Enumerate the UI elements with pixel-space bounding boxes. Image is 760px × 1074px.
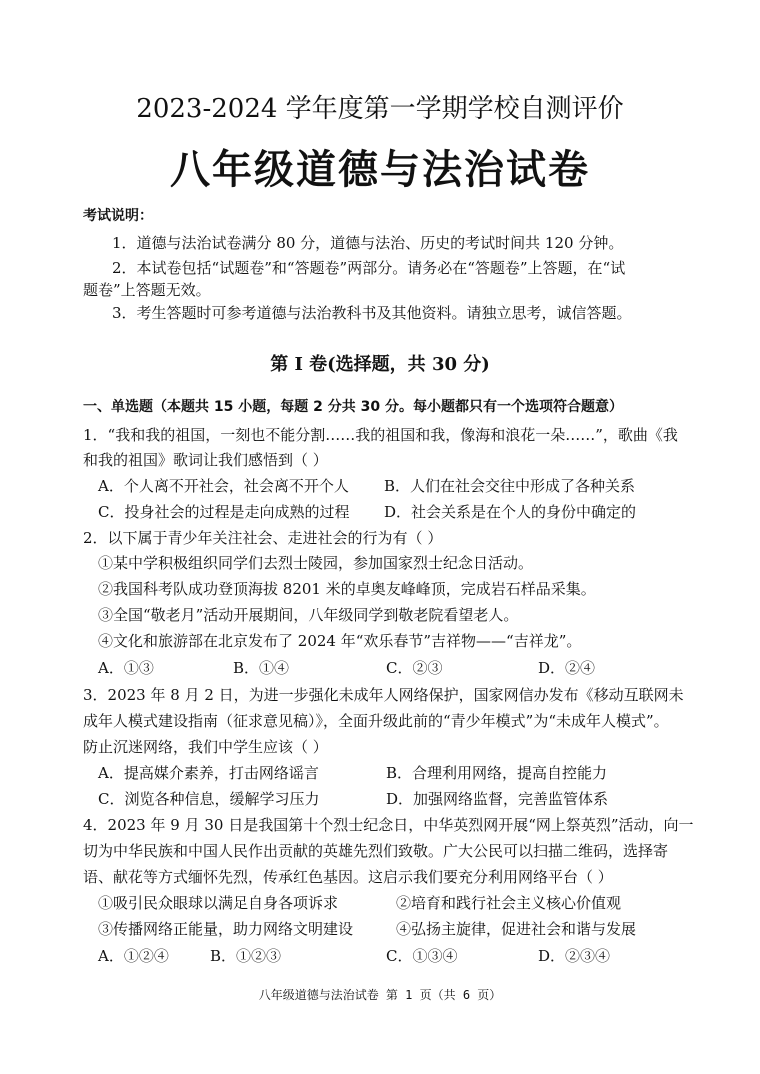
q1-option-a: A．个人离不开社会，社会离不开个人 xyxy=(98,477,349,495)
q4-stem-line3: 语、献花等方式缅怀先烈，传承红色基因。这启示我们要充分利用网络平台（ ） xyxy=(83,868,613,886)
q4-option-d: D．②③④ xyxy=(538,947,611,965)
instructions-heading: 考试说明： xyxy=(83,208,153,224)
instruction-item-1: 1．道德与法治试卷满分 80 分，道德与法治、历史的考试时间共 120 分钟。 xyxy=(112,234,624,252)
q2-option-a: A．①③ xyxy=(98,659,154,677)
instruction-item-2-line2: 题卷”上答题无效。 xyxy=(83,281,211,299)
instruction-item-3: 3．考生答题时可参考道德与法治教科书及其他资料。请独立思考，诚信答题。 xyxy=(112,304,632,322)
exam-title-line1: 2023-2024 学年度第一学期学校自测评价 xyxy=(136,94,624,124)
q3-option-c: C．浏览各种信息，缓解学习压力 xyxy=(98,790,320,808)
part-title: 一、单选题（本题共 15 小题，每题 2 分共 30 分。每小题都只有一个选项符合题意） xyxy=(83,399,623,415)
q3-option-b: B．合理利用网络，提高自控能力 xyxy=(386,764,608,782)
q3-option-d: D．加强网络监督，完善监管体系 xyxy=(386,790,609,808)
q2-statement-3: ③全国“敬老月”活动开展期间，八年级同学到敬老院看望老人。 xyxy=(98,606,519,624)
q3-stem-line1: 3．2023 年 8 月 2 日，为进一步强化未成年人网络保护，国家网信办发布《移动互联网未 xyxy=(83,686,684,704)
q4-statement-2: ②培育和践行社会主义核心价值观 xyxy=(396,894,622,912)
q2-stem: 2．以下属于青少年关注社会、走进社会的行为有（ ） xyxy=(83,529,443,547)
q1-stem-line2: 和我的祖国》歌词让我们感悟到（ ） xyxy=(83,451,328,469)
q2-statement-1: ①某中学积极组织同学们去烈士陵园，参加国家烈士纪念日活动。 xyxy=(98,554,534,572)
q3-stem-line2: 成年人模式建设指南（征求意见稿）》，全面升级此前的“青少年模式”为“未成年人模式”。 xyxy=(83,712,669,730)
q3-stem-line3: 防止沉迷网络，我们中学生应该（ ） xyxy=(83,738,328,756)
q4-statement-3: ③传播网络正能量，助力网络文明建设 xyxy=(98,920,354,938)
page-footer: 八年级道德与法治试卷 第 1 页（共 6 页） xyxy=(258,988,502,1002)
q2-statement-2: ②我国科考队成功登顶海拔 8201 米的卓奥友峰峰顶，完成岩石样品采集。 xyxy=(98,580,596,598)
q4-stem-line2: 切为中华民族和中国人民作出贡献的英雄先烈们致敬。广大公民可以扫描二维码，选择寄 xyxy=(83,842,669,860)
section-title: 第 I 卷(选择题，共 30 分) xyxy=(270,354,490,375)
q4-option-c: C．①③④ xyxy=(386,947,458,965)
q4-stem-line1: 4．2023 年 9 月 30 日是我国第十个烈士纪念日，中华英烈网开展“网上祭英烈”活动，向一 xyxy=(83,816,694,834)
exam-title-line2: 八年级道德与法治试卷 xyxy=(170,146,590,193)
q3-option-a: A．提高媒介素养，打击网络谣言 xyxy=(98,764,319,782)
q2-option-b: B．①④ xyxy=(233,659,290,677)
q2-option-d: D．②④ xyxy=(538,659,596,677)
q4-statement-1: ①吸引民众眼球以满足自身各项诉求 xyxy=(98,894,339,912)
q4-option-a: A．①②④ xyxy=(98,947,169,965)
q1-option-b: B．人们在社会交往中形成了各种关系 xyxy=(384,477,636,495)
q1-option-c: C．投身社会的过程是走向成熟的过程 xyxy=(98,503,350,521)
q1-stem-line1: 1．“我和我的祖国，一刻也不能分割……我的祖国和我，像海和浪花一朵……”，歌曲《我 xyxy=(83,426,678,444)
instruction-item-2-line1: 2．本试卷包括“试题卷”和“答题卷”两部分。请务必在“答题卷”上答题，在“试 xyxy=(112,259,626,277)
q4-option-b: B．①②③ xyxy=(210,947,282,965)
q4-statement-4: ④弘扬主旋律，促进社会和谐与发展 xyxy=(396,920,637,938)
q2-statement-4: ④文化和旅游部在北京发布了 2024 年“欢乐春节”吉祥物——“吉祥龙”。 xyxy=(98,632,582,650)
q2-option-c: C．②③ xyxy=(386,659,443,677)
q1-option-d: D．社会关系是在个人的身份中确定的 xyxy=(384,503,637,521)
